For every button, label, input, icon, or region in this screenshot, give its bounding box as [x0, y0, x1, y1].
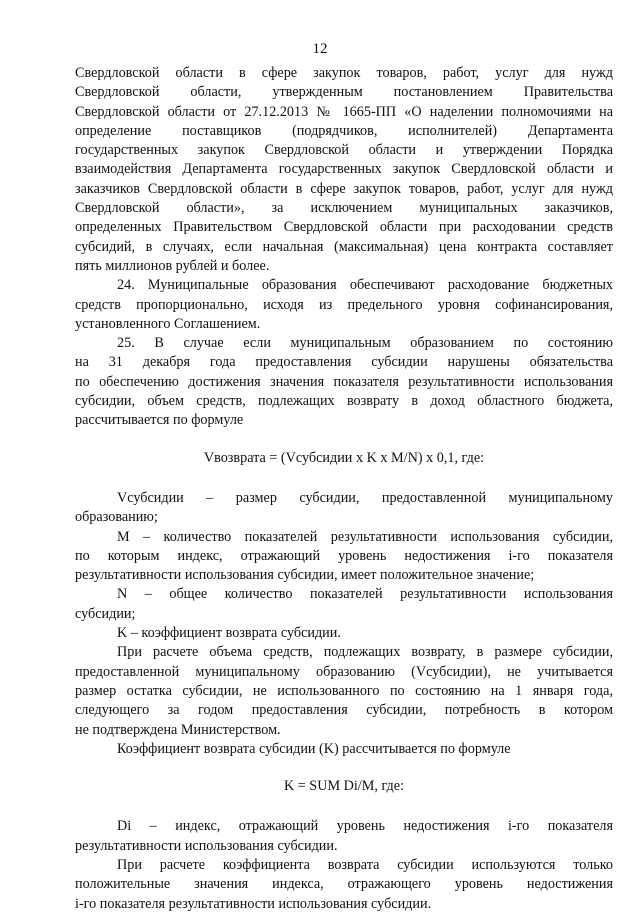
text-line: определенных Правительством Свердловской области при расходовании средств	[75, 219, 613, 236]
text-line: пять миллионов рублей и более.	[75, 257, 270, 274]
text-line: Свердловской области», за исключением муниципальных заказчиков,	[75, 200, 613, 217]
definition-v-subsidy	[75, 489, 613, 528]
text-line: образованию;	[75, 509, 158, 526]
paragraph-25	[75, 334, 613, 430]
text-line: i-го показателя результативности использования субсидии.	[75, 895, 432, 912]
paragraph-continuation	[75, 64, 613, 276]
text-line: субсидии;	[75, 605, 136, 622]
text-line: N – общее количество показателей результативности использования	[117, 586, 613, 603]
paragraph-calculation	[75, 643, 613, 739]
text-line: результативности использования субсидии, имеет положительное значение;	[75, 567, 535, 584]
definition-di	[75, 817, 613, 856]
text-line: следующего за годом предоставления субсидии, потребность в котором	[75, 702, 613, 719]
text-line: При расчете коэффициента возврата субсидии используются только	[117, 856, 613, 873]
paragraph-24	[75, 276, 613, 334]
text-line: Коэффициент возврата субсидии (K) рассчитывается по формуле	[117, 740, 511, 757]
definition-m	[75, 528, 613, 586]
definition-k	[75, 624, 613, 643]
text-line: субсидий, в случаях, если начальная (максимальная) цена контракта составляет	[75, 238, 613, 255]
text-line: по обеспечению достижения значения показателя результативности использования	[75, 373, 613, 390]
formula-coefficient: K = SUM Di/M, где:	[283, 778, 405, 795]
text-line: K – коэффициент возврата субсидии.	[117, 625, 341, 642]
text-line: Vсубсидии – размер субсидии, предоставленной муниципальному	[117, 489, 613, 506]
document-body	[75, 64, 613, 914]
text-line: средств пропорционально, исходя из предельного уровня софинансирования,	[75, 296, 613, 313]
text-line: результативности использования субсидии.	[75, 837, 338, 854]
text-line: по которым индекс, отражающий уровень недостижения i-го показателя	[75, 547, 613, 564]
text-line: Свердловской области в сфере закупок товаров, работ, услуг для нужд	[75, 65, 613, 81]
text-line: размер остатка субсидии, не использованного по состоянию на 1 января года,	[75, 682, 613, 699]
text-line: M – количество показателей результативности использования субсидии,	[117, 528, 613, 545]
text-line: установленного Соглашением.	[75, 315, 261, 332]
text-line: не подтверждена Министерством.	[75, 721, 281, 738]
text-line: субсидии, объем средств, подлежащих возврату в доход областного бюджета,	[75, 393, 613, 410]
text-line: Свердловской области от 27.12.2013 № 1665-ПП «О наделении полномочиями на	[75, 103, 613, 120]
text-line: государственных закупок Свердловской области и утверждении Порядка	[75, 142, 613, 159]
paragraph-coefficient	[75, 740, 613, 759]
definition-n	[75, 585, 613, 624]
text-line: взаимодействия Департамента государственных закупок Свердловской области и	[75, 161, 613, 178]
text-line: Свердловской области, утвержденным постановлением Правительства	[75, 84, 613, 101]
text-line: заказчиков Свердловской области в сфере закупок товаров, работ, услуг для нужд	[75, 180, 613, 197]
text-line: Di – индекс, отражающий уровень недостижения i-го показателя	[117, 818, 613, 835]
text-line: При расчете объема средств, подлежащих возврату, в размере субсидии,	[117, 644, 613, 661]
text-line: 24. Муниципальные образования обеспечивают расходование бюджетных	[117, 277, 613, 294]
text-line: на 31 декабря года предоставления субсидии нарушены обязательства	[75, 354, 613, 371]
text-line: определение поставщиков (подрядчиков, исполнителей) Департамента	[75, 122, 613, 139]
text-line: 25. В случае если муниципальным образованием по состоянию	[117, 335, 613, 352]
paragraph-positive-values	[75, 856, 613, 914]
page-number: 12	[312, 41, 328, 57]
formula-return-volume: Vвозврата = (Vсубсидии x K x M/N) x 0,1, где:	[203, 449, 485, 466]
text-line: рассчитывается по формуле	[75, 412, 244, 429]
text-line: предоставленной муниципальному образованию (Vсубсидии), не учитывается	[75, 663, 613, 680]
text-line: положительные значения индекса, отражающего уровень недостижения	[75, 876, 613, 893]
